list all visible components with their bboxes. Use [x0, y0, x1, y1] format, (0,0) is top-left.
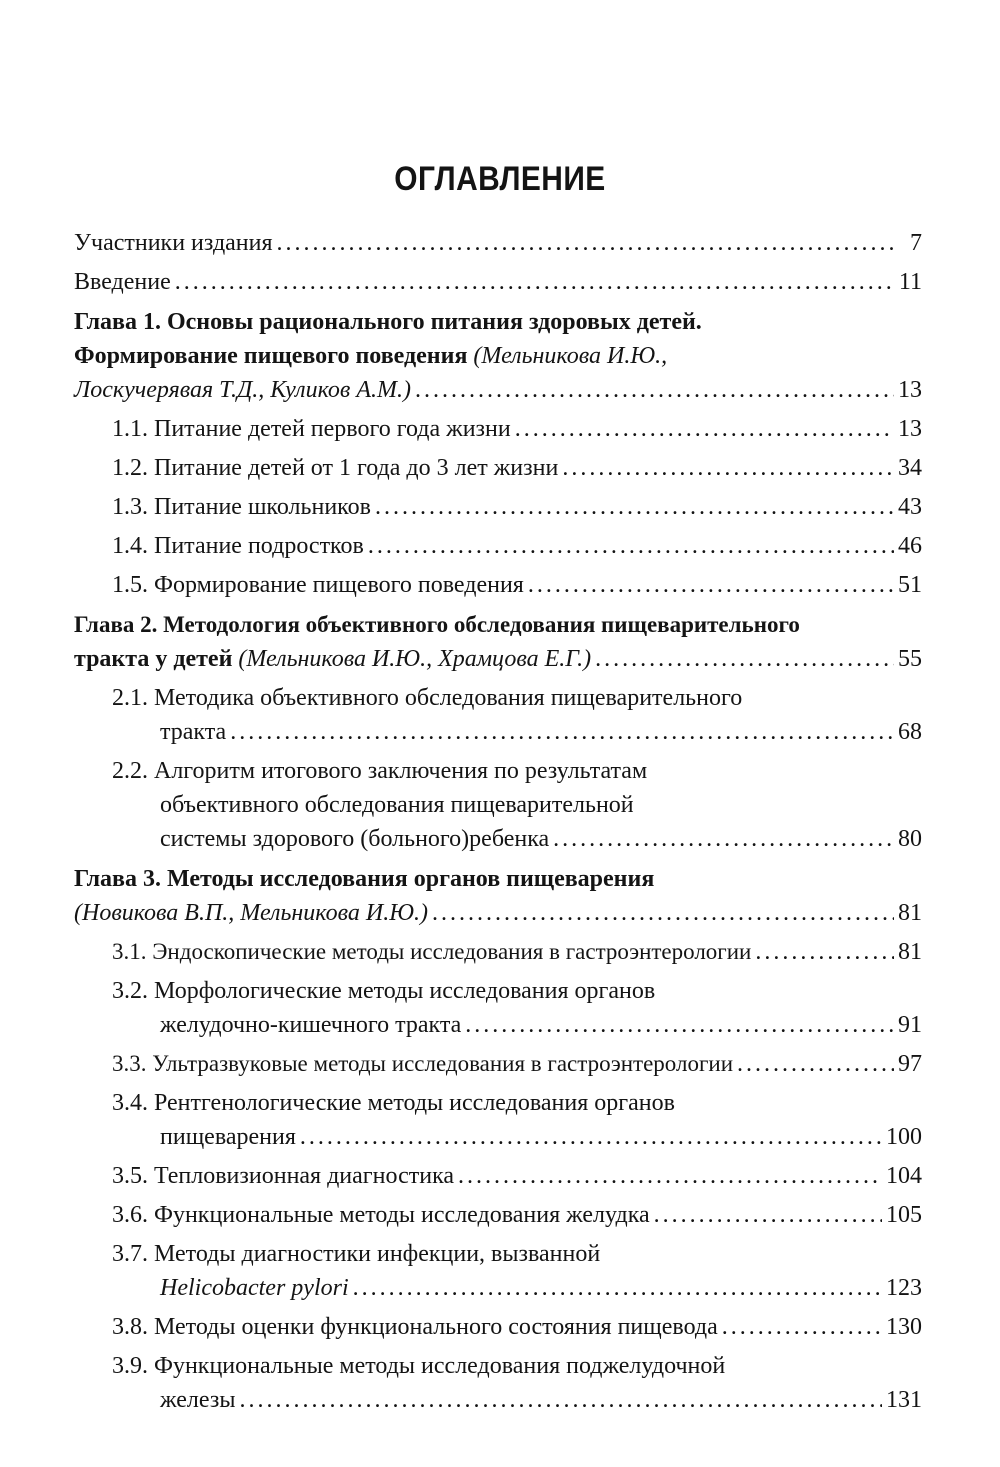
entry-label-cont: объективного обследования пищеварительной: [160, 792, 634, 818]
entry-label: 3.8. Методы оценки функционального состояния пищевода: [112, 1314, 718, 1340]
leader-dots: [737, 1047, 894, 1081]
toc-section-3-1[interactable]: [74, 935, 922, 969]
toc-section-3-8[interactable]: [74, 1310, 922, 1344]
chapter-authors-cont: Лоскучерявая Т.Д., Куликов А.М.): [74, 377, 411, 403]
toc-section-3-4[interactable]: [74, 1086, 922, 1154]
entry-label-cont: тракта: [160, 719, 227, 745]
page-number: 123: [886, 1275, 922, 1301]
leader-dots: [239, 1383, 882, 1417]
toc-section-1-1[interactable]: [74, 412, 922, 446]
leader-dots: [432, 896, 894, 930]
leader-dots: [175, 265, 895, 299]
page-number: 13: [898, 377, 922, 403]
toc-section-3-3[interactable]: [74, 1047, 922, 1081]
page-title: ОГЛАВЛЕНИЕ: [394, 160, 606, 198]
page-number: 131: [886, 1387, 922, 1413]
leader-dots: [722, 1310, 882, 1344]
toc-section-3-6[interactable]: [74, 1198, 922, 1232]
chapter-authors: (Мельникова И.Ю., Храмцова Е.Г.): [238, 646, 592, 672]
page-number: 104: [886, 1163, 922, 1189]
toc-section-2-1[interactable]: [74, 681, 922, 749]
toc-section-1-2[interactable]: [74, 451, 922, 485]
leader-dots: [368, 529, 894, 563]
toc-section-3-5[interactable]: [74, 1159, 922, 1193]
chapter-heading: Глава 1. Основы рационального питания здоровых детей.: [74, 309, 702, 335]
leader-dots: [277, 226, 898, 260]
page-number: 51: [898, 572, 922, 598]
leader-dots: [562, 451, 894, 485]
toc-section-3-2[interactable]: [74, 974, 922, 1042]
page-number: 46: [898, 533, 922, 559]
toc-chapter-1[interactable]: [74, 305, 922, 407]
chapter-heading-cont: тракта у детей: [74, 646, 233, 672]
entry-label: 3.7. Методы диагностики инфекции, вызванной: [112, 1241, 601, 1267]
entry-label-cont: железы: [160, 1387, 236, 1413]
leader-dots: [353, 1271, 882, 1305]
toc-chapter-2[interactable]: [74, 608, 922, 676]
page-number: 97: [898, 1051, 922, 1077]
entry-label: Введение: [74, 269, 171, 295]
toc-chapter-3[interactable]: [74, 862, 922, 930]
entry-label-cont: пищеварения: [160, 1124, 296, 1150]
toc-section-3-9[interactable]: [74, 1349, 922, 1417]
page-number: 81: [898, 939, 922, 965]
entry-label: 2.1. Методика объективного обследования пищеварительного: [112, 685, 743, 711]
entry-label: 3.2. Морфологические методы исследования органов: [112, 978, 656, 1004]
toc-section-1-5[interactable]: [74, 568, 922, 602]
leader-dots: [415, 373, 894, 407]
chapter-authors: (Новикова В.П., Мельникова И.Ю.): [74, 900, 428, 926]
leader-dots: [528, 568, 894, 602]
chapter-authors: (Мельникова И.Ю.,: [473, 343, 668, 369]
toc-section-3-7[interactable]: [74, 1237, 922, 1305]
toc-section-1-4[interactable]: [74, 529, 922, 563]
entry-label: 3.4. Рентгенологические методы исследования органов: [112, 1090, 675, 1116]
leader-dots: [230, 715, 894, 749]
toc-entry-intro[interactable]: [74, 265, 922, 299]
chapter-heading: Глава 3. Методы исследования органов пищеварения: [74, 866, 655, 892]
entry-label: 1.5. Формирование пищевого поведения: [112, 572, 524, 598]
table-of-contents: [74, 226, 922, 1417]
entry-label: 1.2. Питание детей от 1 года до 3 лет жизни: [112, 455, 559, 481]
entry-label-cont: желудочно-кишечного тракта: [160, 1012, 462, 1038]
page-number: 34: [898, 455, 922, 481]
leader-dots: [515, 412, 894, 446]
chapter-heading-cont: Формирование пищевого поведения: [74, 343, 468, 369]
entry-label-cont: системы здорового (больного)ребенка: [160, 826, 550, 852]
entry-label-cont: Helicobacter pylori: [160, 1275, 349, 1301]
entry-label: 3.3. Ультразвуковые методы исследования в гастроэнтерологии: [112, 1051, 734, 1076]
page-number: 55: [898, 646, 922, 672]
page-number: 11: [898, 269, 922, 295]
page-number: 68: [898, 719, 922, 745]
entry-label: 3.1. Эндоскопические методы исследования в гастроэнтерологии: [112, 939, 752, 964]
leader-dots: [755, 935, 894, 969]
leader-dots: [595, 642, 894, 676]
page-number: 100: [886, 1124, 922, 1150]
page-number: 81: [898, 900, 922, 926]
entry-label: 3.5. Тепловизионная диагностика: [112, 1163, 455, 1189]
entry-label: 2.2. Алгоритм итогового заключения по результатам: [112, 758, 648, 784]
leader-dots: [375, 490, 894, 524]
entry-label: 3.6. Функциональные методы исследования желудка: [112, 1202, 650, 1228]
page-number: 105: [886, 1202, 922, 1228]
toc-section-2-2[interactable]: [74, 754, 922, 856]
entry-label: 3.9. Функциональные методы исследования поджелудочной: [112, 1353, 726, 1379]
toc-section-1-3[interactable]: [74, 490, 922, 524]
chapter-heading: Глава 2. Методология объективного обследования пищеварительного: [74, 612, 800, 637]
entry-label: 1.4. Питание подростков: [112, 533, 364, 559]
leader-dots: [465, 1008, 894, 1042]
toc-entry-participants[interactable]: [74, 226, 922, 260]
entry-label: Участники издания: [74, 230, 273, 256]
leader-dots: [458, 1159, 882, 1193]
page-number: 80: [898, 826, 922, 852]
page-number: 130: [886, 1314, 922, 1340]
leader-dots: [553, 822, 894, 856]
leader-dots: [300, 1120, 882, 1154]
entry-label: 1.3. Питание школьников: [112, 494, 371, 520]
page-number: 13: [898, 416, 922, 442]
leader-dots: [654, 1198, 882, 1232]
page-number: 43: [898, 494, 922, 520]
page-number: 91: [898, 1012, 922, 1038]
entry-label: 1.1. Питание детей первого года жизни: [112, 416, 511, 442]
page-number: 7: [910, 230, 922, 256]
